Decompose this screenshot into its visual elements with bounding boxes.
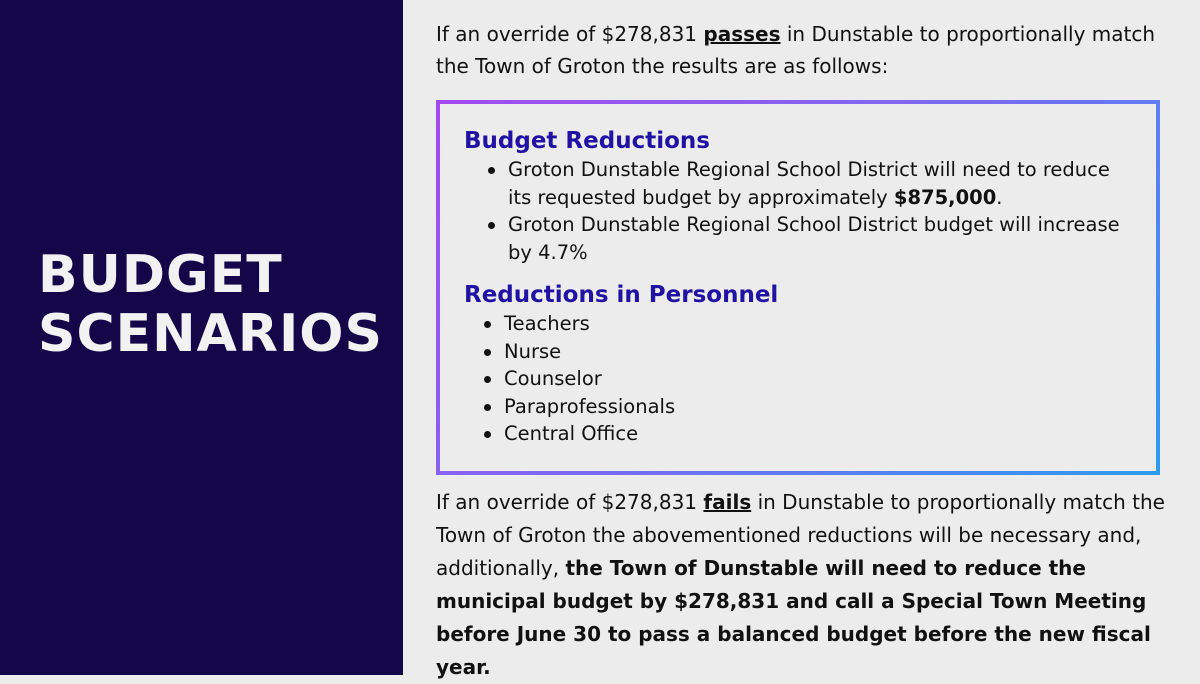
reduction-item-1-end: . xyxy=(996,185,1003,209)
intro-keyword: passes xyxy=(703,22,781,46)
reduction-amount: $875,000 xyxy=(893,185,997,209)
personnel-heading: Reductions in Personnel xyxy=(464,282,779,308)
fail-bold-text: the Town of Dunstable will need to reduce the municipal budget by $278,831 and call a Special Town Meeting before June 30 to pass a balanced budget before the new fiscal year. xyxy=(436,556,1151,679)
list-item: Groton Dunstable Regional School District budget will increase by 4.7% xyxy=(464,211,1132,266)
title-line-2: SCENARIOS xyxy=(38,304,383,364)
intro-pre: If an override of $278,831 xyxy=(436,22,704,46)
list-item: Central Office xyxy=(464,420,1132,448)
slide-title xyxy=(38,246,383,364)
intro-paragraph xyxy=(436,18,1166,82)
title-line-1: BUDGET xyxy=(38,245,283,305)
reduction-item-1-text: Groton Dunstable Regional School District will need to reduce its requested budget by approximately xyxy=(508,158,1110,209)
budget-reductions-heading: Budget Reductions xyxy=(464,128,710,154)
results-box-inner xyxy=(440,104,1156,471)
budget-reductions-list xyxy=(464,156,1132,266)
personnel-list xyxy=(464,310,1132,448)
left-panel xyxy=(0,0,403,675)
fail-pre: If an override of $278,831 xyxy=(436,490,704,514)
list-item: Paraprofessionals xyxy=(464,393,1132,421)
results-box xyxy=(436,100,1160,475)
list-item: Nurse xyxy=(464,338,1132,366)
intro-post: in Dunstable to proportionally match the Town of Groton the results are as follows: xyxy=(436,22,1156,78)
fail-paragraph xyxy=(436,486,1176,684)
fail-mid: in Dunstable to proportionally match the Town of Groton the abovementioned reductions will be necessary and, additionally, xyxy=(436,490,1165,580)
list-item: Counselor xyxy=(464,365,1132,393)
list-item xyxy=(464,156,1132,211)
intro-text xyxy=(436,18,1166,82)
fail-keyword: fails xyxy=(703,490,752,514)
list-item: Teachers xyxy=(464,310,1132,338)
